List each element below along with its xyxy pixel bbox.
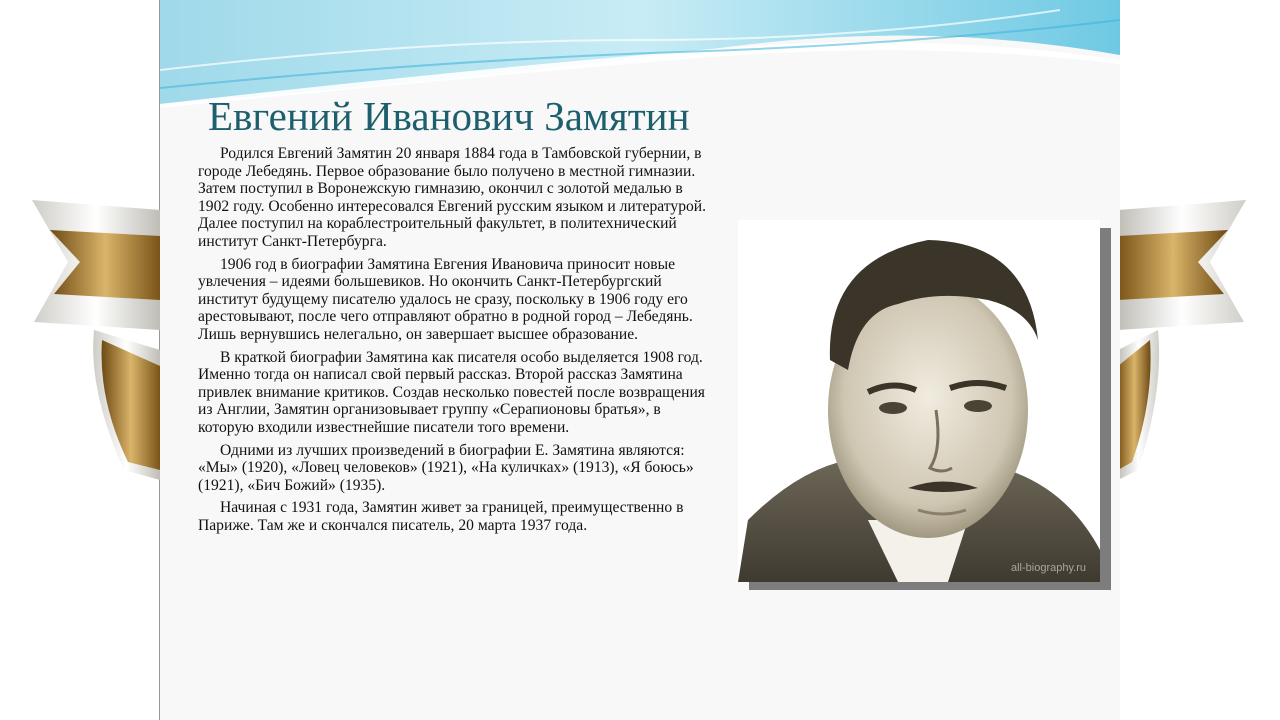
author-portrait (738, 220, 1100, 582)
portrait-drawing (738, 220, 1100, 582)
biography-paragraph: Родился Евгений Замятин 20 января 1884 года в Тамбовской губернии, в городе Лебедянь. Первое образование было получено в местной гимназии. Затем поступил в Воронежскую гимназию, окончил с золотой медалью в 1902 году. Особенно интересовался Евгений русским языком и литературой. Далее поступил на кораблестроительный факультет, в политехнический институт Санкт-Петербурга. (198, 145, 707, 250)
biography-paragraph: Начиная с 1931 года, Замятин живет за границей, преимущественно в Париже. Там же и скончался писатель, 20 марта 1937 года. (198, 499, 684, 534)
portrait-watermark: all-biography.ru (1010, 562, 1086, 574)
biography-paragraph: 1906 год в биографии Замятина Евгения Ивановича приносит новые увлечения – идеями большевиков. Но окончить Санкт-Петербургский институт будущему писателю удалось не сразу, поскольку в 1906 году его арестовывают, после чего отправляют обратно в родной город – Лебедянь. Лишь вернувшись нелегально, он завершает высшее образование. (198, 255, 693, 343)
biography-paragraph: В краткой биографии Замятина как писателя особо выделяется 1908 год. Именно тогда он написал свой первый рассказ. Второй рассказ Замятина привлек внимание критиков. Создав несколько повестей после возвращения из Англии, Замятин организовывает группу «Серапионовы братья», в которую входили известнейшие писатели того времени. (198, 348, 705, 436)
left-ribbon-decoration (28, 190, 160, 490)
slide-title: Евгений Иванович Замятин (208, 93, 690, 139)
right-ribbon-decoration (1118, 190, 1250, 490)
biography-text (198, 145, 716, 539)
biography-paragraph: Одними из лучших произведений в биографии Е. Замятина являются: «Мы» (1920), «Ловец человеков» (1921), «На куличках» (1913), «Я боюсь» (1921), «Бич Божий» (1935). (198, 441, 694, 494)
